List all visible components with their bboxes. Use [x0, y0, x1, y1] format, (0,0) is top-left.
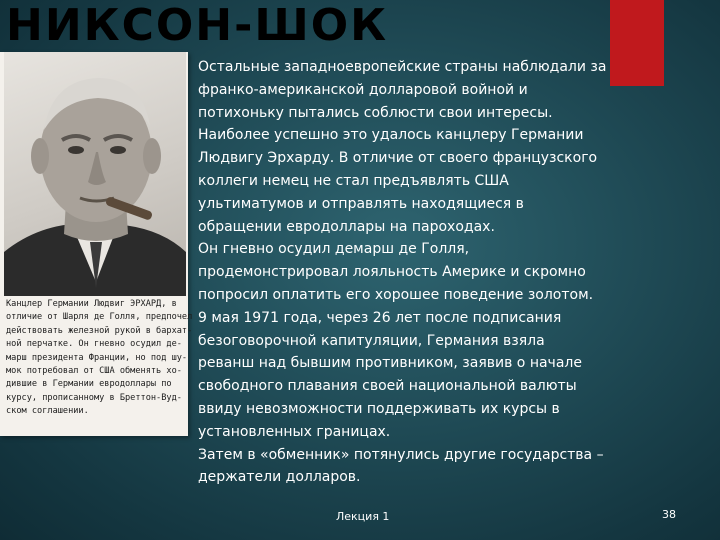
portrait-card — [0, 52, 193, 436]
portrait-photo — [4, 52, 186, 296]
paragraph-5: Затем в «обменник» потянулись другие государства – держатели долларов. — [198, 446, 604, 486]
paragraph-4: 9 мая 1971 года, через 26 лет после подписания безоговорочной капитуляции, Германия взяла реванш над бывшим противником, заявив о начале свободного плавания своей национальной валюты ввиду невозможности поддерживать их курсы в установленных границах. — [198, 309, 582, 440]
lecture-label: Лекция 1 — [336, 510, 390, 523]
slide-number: 38 — [662, 508, 676, 521]
portrait-caption: Канцлер Германии Людвиг ЭРХАРД, в отличие от Шарля де Голля, предпочел действовать железной рукой в бархат- ной перчатке. Он гневно осудил де- марш президента Франции, но под шу- мок потребовал от США обменять хо- дившие в Германии евродоллары по курсу, прописанному в Бреттон-Вуд- ском соглашении. — [6, 299, 193, 417]
slide-title: НИКСОН-ШОК — [6, 0, 389, 51]
paragraph-1: Остальные западноевропейские страны наблюдали за франко-американской долларовой войной и потихоньку пытались соблюсти свои интересы. — [198, 59, 607, 121]
paragraph-2: Наиболее успешно это удалось канцлеру Германии Людвигу Эрхарду. В отличие от своего французского коллеги немец не стал предъявлять США ультиматумов и отправлять находящиеся в обращении евродоллары на пароходах. — [198, 127, 598, 235]
slide-body — [198, 56, 714, 489]
paragraph-3: Он гневно осудил демарш де Голля, продемонстрировал лояльность Америке и скромно попросил оплатить его хорошее поведение золотом. — [198, 241, 594, 303]
portrait-illustration — [4, 52, 186, 296]
